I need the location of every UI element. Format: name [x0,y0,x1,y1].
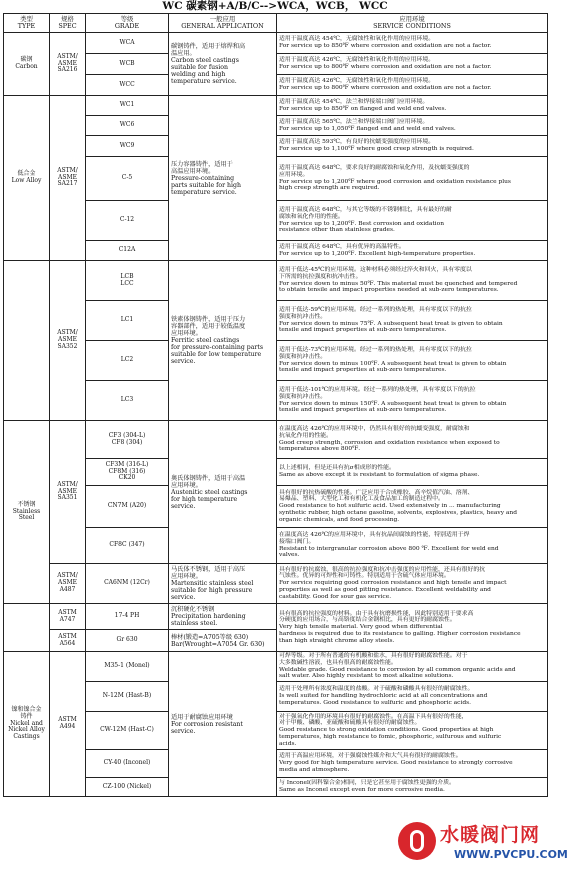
header-spec: 规格 SPEC [50,14,86,33]
watermark-en: WWW.PVCPU.COM [454,848,568,861]
application-austenitic: 奥氏体钢铸件，适用于高温 应用环境。 Austenitic steel castings for high temperature service. [169,421,277,564]
header-type: 类型 TYPE [4,14,50,33]
grade-cell: LCB LCC [86,261,169,301]
grade-cell: CW-12M (Hast-C) [86,712,169,750]
application-carbon: 碳钢铸件，适用于熔焊和高 温应用。 Carbon steel castings suitable for fusion welding and high temperature service. [169,33,277,96]
grade-cell: C12A [86,241,169,261]
table-row [4,33,548,54]
type-blank [4,604,50,652]
header-application: 一般应用 GENERAL APPLICATION [169,14,277,33]
service-cell: 适用于高温应用环境，对于强腐蚀性媒介和大气具有很好的耐腐蚀性。 Very good for high temperature service. Good resistance to strongly corrosive media and atmosphere. [277,750,548,778]
spec-a564: ASTM A564 [50,630,86,652]
spec-a494: ASTM A494 [50,652,86,797]
grade-cell: N-12M (Hast-B) [86,682,169,712]
watermark-logo [398,818,568,878]
header-service: 应用环境 SERVICE CONDITIONS [277,14,548,33]
service-cell: 对于强氧化作用的环境具有很好的耐腐蚀性。在高温下具有很好的性能， 对于甲酸、磷酸、亚硫酸和硫酸具有很好的耐腐蚀性。 Good resistance to strong oxidation conditions. Good properties at high temperatures, high resistance to fomic, phosphoric, sulfurous and sulfuric acids. [277,712,548,750]
watermark-cn: 水暖阀门网 [440,824,541,846]
service-cell: 具有很好的抗热硫酸的性能。广泛应用于合成橡胶、高辛烷值汽油、溶剂、 易爆品、塑料、大型化工和有机化工及食品加工的制造过程中。 Good resistance to hot sulfuric acid. Used extensively in ... manufacturing synthetic rubber, high octane gasoline, solvents, explosives, plastics, heavy and organic chemicals, and food processing. [277,486,548,528]
logo-badge-icon [398,822,436,860]
spec-a487: ASTM/ ASME A487 [50,564,86,604]
type-stainless: 不锈钢 Stainless Steel [4,421,50,604]
grade-cell: WC9 [86,136,169,157]
type-low-alloy: 低合金 Low Alloy [4,96,50,261]
material-table [3,13,548,797]
table-row [4,96,548,116]
service-cell: 适用于温度高达 648℃，与其它等级的不锈钢相比，具有最好的耐 腐蚀和氧化作用的性能。 For service up to 1,200℉. Best corrosion and oxidation resistance other than stainless grades. [277,201,548,241]
spec-sa351: ASTM/ ASME SA351 [50,421,86,564]
service-cell: 具有很高的抗拉强度的材料。由于具有抗磨损性能，因此特别适用于要求高 分硬度的应用场合，与高铬度结合金钢相比，具有更好的耐腐蚀性。 Very high tensile material. Very good when differential hardness is required due to its resistance to galling. Higher corrosion resistance than high straight chrome alloy steels. [277,604,548,652]
header-grade: 等级 GRADE [86,14,169,33]
page-title: WC 碳素钢+A/B/C-->WCA，WCB， WCC [162,0,388,12]
service-cell: 适用于温度高达 648℃，要求良好的耐腐蚀和氧化作用，及抗蠕变强度的 应用环境。 For service up to 1,200℉ where good corrosion and oxidation resistance plus high creep strength are required. [277,157,548,201]
grade-cell: CF3 (304-L) CF8 (304) [86,421,169,459]
grade-cell: LC2 [86,341,169,381]
application-bar: 棒材(锻造=A705等级 630) Bar(Wrought=A7054 Gr. 630) [169,630,277,652]
spec-sa352: ASTM/ ASME SA352 [50,261,86,421]
type-nickel: 镍和镍合金 铸件 Nickel and Nickel Alloy Castings [4,652,50,797]
grade-cell: WCB [86,54,169,75]
grade-cell: M35-1 (Monel) [86,652,169,682]
service-cell: 具有很好的抗腐蚀，很高的抗拉强度和抗冲击强度的应用性能，还具有很好的抗 气蚀性。优异的可焊性和可铸性。特别适用于含硫气体应用环境。 For service requiring good corrosion resistance and high tensile and impact properties as well as good pitting resistance. Excellent weldability and castability. Good for sour gas service. [277,564,548,604]
grade-cell: 17-4 PH [86,604,169,630]
grade-cell: CF8C (347) [86,528,169,564]
service-cell: 适用于温度高达 426℃，无腐蚀性和氧化作用的应用环境。 For service up to 800℉ where corrosion and oxidation are not a factor. [277,75,548,96]
application-low-alloy: 压力容器铸件，适用于 高温应用环境。 Pressure-containing parts suitable for high temperature service. [169,96,277,261]
grade-cell: C-12 [86,201,169,241]
grade-cell: WC1 [86,96,169,116]
grade-cell: Gr 630 [86,630,169,652]
service-cell: 以上述相同，但是还具有抗σ相成形的性能。 Same as above except it is resistant to formulation of sigma phase. [277,459,548,486]
grade-cell: WC6 [86,116,169,136]
type-blank [4,261,50,421]
grade-cell: WCC [86,75,169,96]
table-row [4,652,548,682]
grade-cell: WCA [86,33,169,54]
spec-a747: ASTM A747 [50,604,86,630]
service-cell: 在温度高达 426℃的应用环境中，仍然具有很好的抗蠕变强度，耐腐蚀和 抗氧化作用的性能。 Good creep strength, corrosion and oxidation resistance when exposed to temperatures above 800℉. [277,421,548,459]
header-row [4,14,548,33]
application-martensitic: 马氏体不锈钢，适用于高压 应用环境。 Martensitic stainless steel suitable for high pressure service. [169,564,277,604]
table-row [4,421,548,459]
service-cell: 适用于低达-73℃的应用环境。经过一系列的热处理，具有零度以下的抗拉 强度和抗冲击性。 For service down to minus 100℉. A subsequent heat treat is given to obtain tensile and impact properties at sub-zero temperatures. [277,341,548,381]
grade-cell: CF3M (316-L) CF8M (316) CK20 [86,459,169,486]
service-cell: 适用于温度高达 454℃，法兰和焊接端口阀门应用环境。 For service up to 850℉ on flanged and weld end valves. [277,96,548,116]
service-cell: 在温度高达 426℃的应用环境中，具有抗晶间腐蚀的性能，特别适用于焊 接端口阀门。 Resistant to intergranular corrosion above 800 ℉. Excellent for weld end valves. [277,528,548,564]
service-cell: 适用于低达-45℃的应用环境。这种材料必须经过淬火和回火，具有零度以 下所需的抗拉强度和抗冲击性。 For service down to minus 50℉. This material must be quenched and tempered to obtain tensile and impact properties needed at sub-zero temperatures. [277,261,548,301]
service-cell: 适用于温度高达 426℃，无腐蚀性和氧化作用的应用环境。 For service up to 800℉ where corrosion and oxidation are not a factor. [277,54,548,75]
grade-cell: CN7M (A20) [86,486,169,528]
service-cell: 与 Inconel(因科镍合金)相同，只是它甚至用于腐蚀性更强的介质。 Same as Inconel except even for more corrosive media. [277,778,548,797]
service-cell: 可焊等级。对于所有普通的有机酸和盐水，具有很好的耐腐蚀性能。对于 大多数碱性溶液，也具有很高的耐腐蚀性能。 Weldable grade. Good resistance to corrosion by all common organic acids and salt water. Also highly resistant to most alkaline solutions. [277,652,548,682]
service-cell: 适用于低达-59℃的应用环境。经过一系列的热处理，具有零度以下的抗拉 强度和抗冲击性。 For service down to minus 75℉. A subsequent heat treat is given to obtain tensile and impact properties at sub-zero temperatures. [277,301,548,341]
table-row [4,604,548,630]
service-cell: 适用于温度高达 454℃，无腐蚀性和氧化作用的应用环境。 For service up to 850℉ where corrosion and oxidation are not a factor. [277,33,548,54]
service-cell: 适用于温度高达 593℃，有良好的抗蠕变强度的应用环境。 For service up to 1,100℉ where good creep strength is required. [277,136,548,157]
grade-cell: CZ-100 (Nickel) [86,778,169,797]
table-row [4,564,548,604]
table-row [4,261,548,301]
service-cell: 适用于低达-101℃的应用环境。经过一系列的热处理，具有零度以下的抗拉 强度和抗冲击性。 For service down to minus 150℉. A subsequent heat treat is given to obtain tensile and impact properties at sub-zero temperatures. [277,381,548,421]
application-precip: 沉积硬化不锈钢 Precipitation hardening stainless steel. [169,604,277,630]
grade-cell: LC3 [86,381,169,421]
grade-cell: CY-40 (Inconel) [86,750,169,778]
grade-cell: C-5 [86,157,169,201]
application-nickel: 适用于耐腐蚀应用环境 For corrosion resistant service. [169,652,277,797]
service-cell: 适用于处理所有浓度和温度的盐酸。对于硫酸和磷酸具有很好的耐腐蚀性。 Is well suited for handling hydrochloric acid at all concentrations and temperatures. Good resistance to sulfuric and phosphoric acids. [277,682,548,712]
service-cell: 适用于温度高达 648℃，具有优异的高温特性。 For service up to 1,200℉. Excellent high-temperature properties. [277,241,548,261]
grade-cell: LC1 [86,301,169,341]
application-low-temp: 铁素体钢铸件，适用于压力 容器部件，适用于较低温度 应用环境。 Ferritic steel castings for pressure-containing parts suitable for low temperature service. [169,261,277,421]
spec-low-alloy: ASTM/ ASME SA217 [50,96,86,261]
type-carbon: 碳钢 Carbon [4,33,50,96]
service-cell: 适用于温度高达 565℃，法兰和焊接端口阀门应用环境。 For service up to 1,050℉ flanged end and weld end valves. [277,116,548,136]
grade-cell: CA6NM (12Cr) [86,564,169,604]
spec-carbon: ASTM/ ASME SA216 [50,33,86,96]
